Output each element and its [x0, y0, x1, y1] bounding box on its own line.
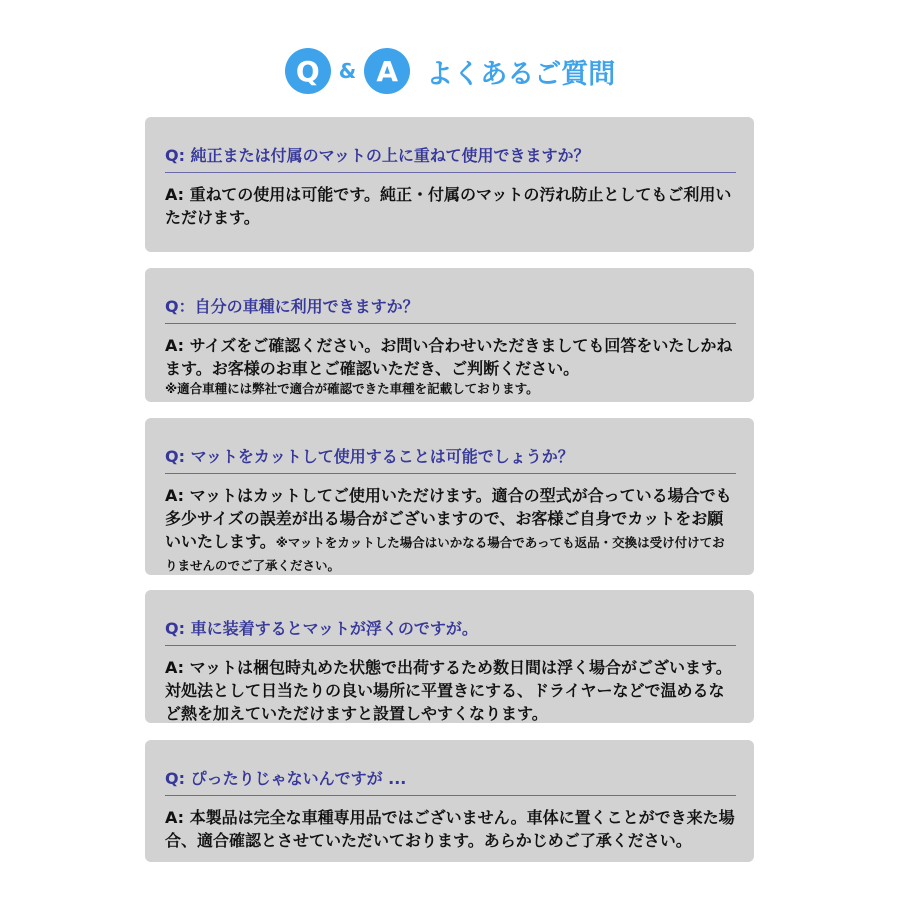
- faq-item: [145, 117, 754, 252]
- page-title: よくあるご質問: [426, 58, 616, 90]
- faq-answer: A: 本製品は完全な車種専用品ではございません。車体に置くことができ来た場合、適合確認とさせていただいております。あらかじめご了承ください。: [165, 808, 735, 850]
- faq-item: [145, 418, 754, 575]
- faq-answer: [165, 484, 736, 576]
- faq-answer: A: サイズをご確認ください。お問い合わせいただきましても回答をいたしかねます。お客様のお車とご確認いただき、ご判断ください。: [165, 336, 733, 378]
- faq-question: Q: ぴったりじゃないんですが ...: [165, 766, 736, 796]
- faq-note: ※適合車種には弊社で適合が確認できた車種を記載しております。: [165, 381, 539, 396]
- faq-answer-text: A: マットはカットしてご使用いただけます。適合の型式が合っている場合でも多少サイズの誤差が出る場合がございますので、お客様ご自身でカットをお願いいたします。: [165, 486, 732, 551]
- faq-note: ※マットをカットした場合はいかなる場合であっても返品・交換は受け付けておりませんのでご了承ください。: [165, 535, 725, 573]
- faq-item: [145, 268, 754, 402]
- faq-item: [145, 590, 754, 723]
- faq-answer: A: 重ねての使用は可能です。純正・付属のマットの汚れ防止としてもご利用いただけます。: [165, 185, 732, 227]
- faq-question: Q: 純正または付属のマットの上に重ねて使用できますか？: [165, 143, 736, 173]
- faq-item: [145, 740, 754, 862]
- faq-question: Q: マットをカットして使用することは可能でしょうか？: [165, 444, 736, 474]
- q-badge: Q: [285, 48, 331, 94]
- ampersand: &: [338, 59, 357, 83]
- faq-question: Q：自分の車種に利用できますか？: [165, 294, 736, 324]
- a-badge: A: [364, 48, 410, 94]
- faq-answer: A: マットは梱包時丸めた状態で出荷するため数日間は浮く場合がございます。対処法として日当たりの良い場所に平置きにする、ドライヤーなどで温めるなど熱を加えていただけますと設置しやすくなります。: [165, 658, 732, 723]
- faq-header: [0, 48, 900, 94]
- faq-question: Q: 車に装着するとマットが浮くのですが。: [165, 616, 736, 646]
